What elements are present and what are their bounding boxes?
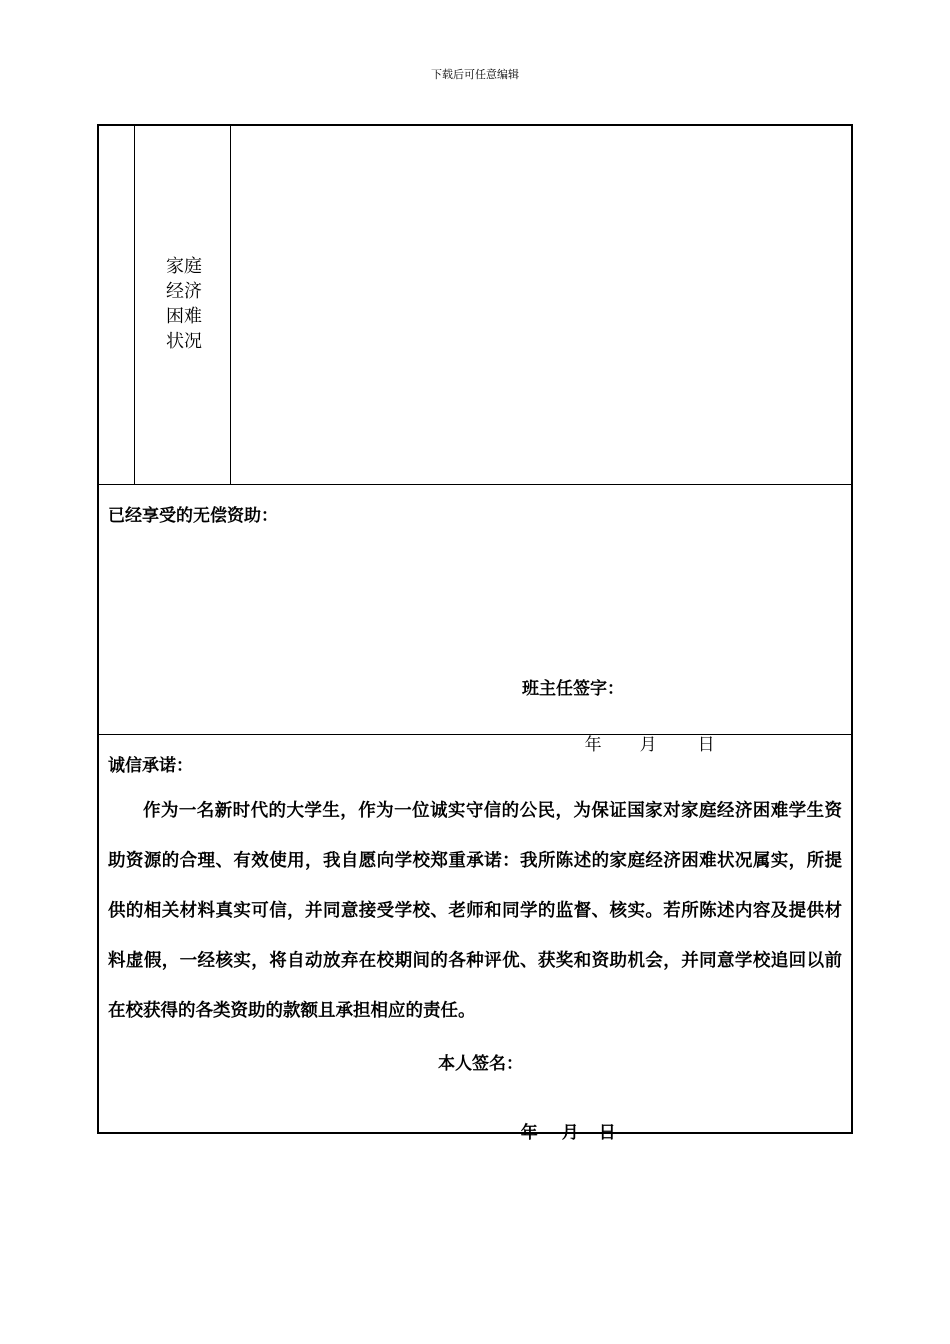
head-teacher-signature-label: 班主任签字： [522,679,624,699]
family-hardship-label [136,254,232,354]
date-month: 月 [561,1123,579,1143]
date-month: 月 [639,735,657,755]
row-divider-2 [99,734,851,735]
date-day: 日 [697,735,715,755]
date-year: 年 [584,735,602,755]
date-year: 年 [520,1123,538,1143]
aid-application-form [97,124,853,1143]
row-divider-1 [99,484,851,485]
grants-received-title: 已经享受的无偿资助： [108,506,278,526]
family-hardship-label-line: 状况 [166,331,202,352]
narrow-column-divider [134,126,135,484]
head-teacher-sign-date [563,710,715,775]
integrity-pledge-title: 诚信承诺： [108,756,193,776]
family-hardship-label-line: 困难 [166,306,202,327]
integrity-pledge-text: 作为一名新时代的大学生，作为一位诚实守信的公民，为保证国家对家庭经济困难学生资助资源的合理、有效使用，我自愿向学校郑重承诺：我所陈述的家庭经济困难状况属实，所提供的相关材料真实可信，并同意接受学校、老师和同学的监督、核实。若所陈述内容及提供材料虚假，一经核实，将自动放弃在校期间的各种评优、获奖和资助机会，并同意学校追回以前在校获得的各类资助的款额且承担相应的责任。 [108,801,842,1021]
family-hardship-content [233,126,851,484]
grants-received-content [108,526,838,666]
applicant-sign-date [497,1098,616,1163]
applicant-signature-label: 本人签名： [438,1054,523,1074]
family-hardship-label-line: 家庭 [166,256,202,277]
date-day: 日 [598,1123,616,1143]
family-hardship-label-line: 经济 [166,281,202,302]
header-note: 下载后可任意编辑 [431,68,519,81]
